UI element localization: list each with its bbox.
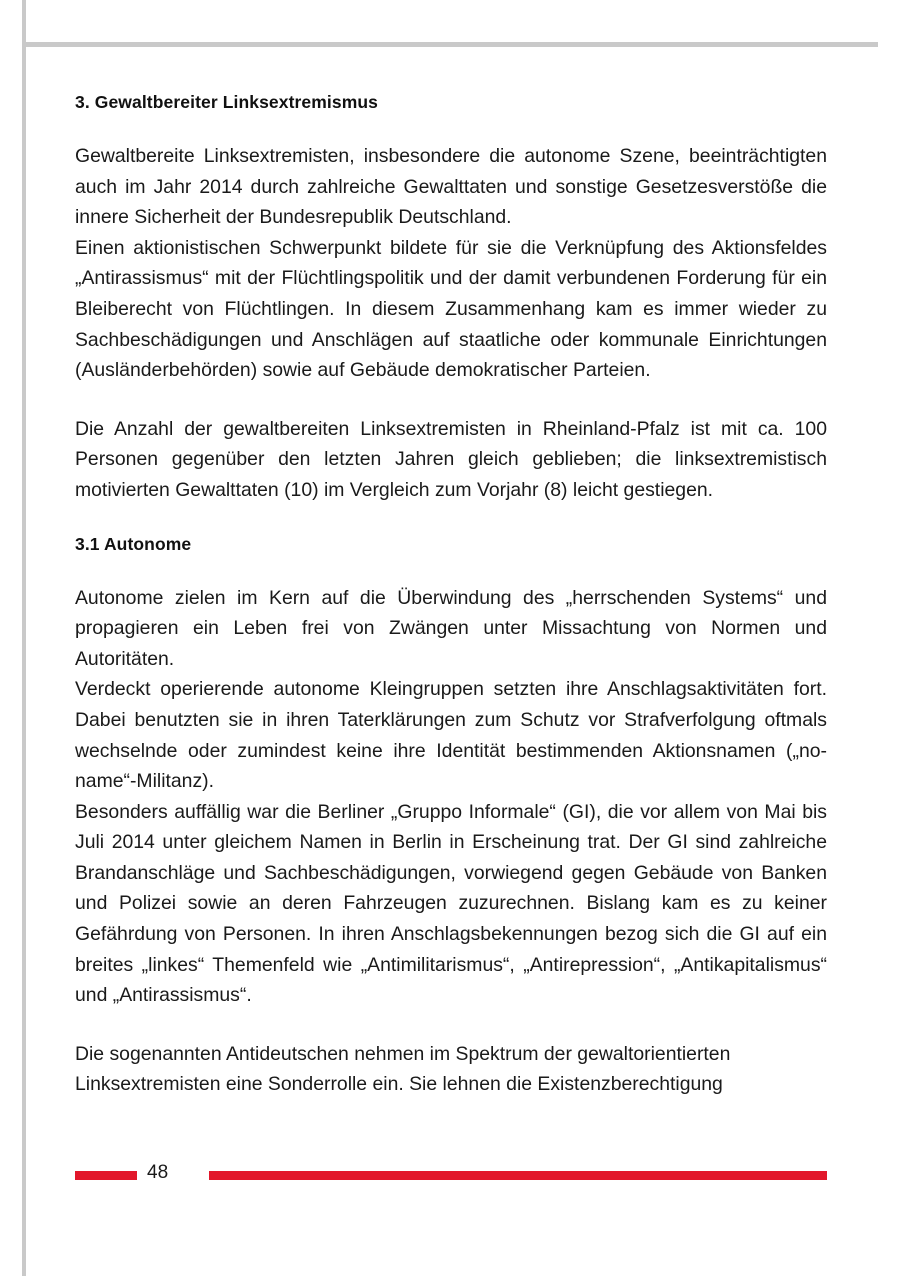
paragraph-statistics: Die Anzahl der gewaltbereiten Linksextremisten in Rheinland-Pfalz ist mit ca. 100 Personen gegenüber den letzten Jahren gleich geblieben; die linksextremistisch motivierten Gewalttaten (10) im Vergleich zum Vorjahr (8) leicht gestiegen. [75,417,827,501]
paragraph-antideutsche: Die sogenannten Antideutschen nehmen im Spektrum der gewaltorientierten Linksextremisten eine Sonderrolle ein. Sie lehnen die Existenzberechtigung [75,1042,731,1096]
footer-rule-left [75,1171,137,1180]
page-number: 48 [147,1162,169,1183]
paragraph-intro-2: Einen aktionistischen Schwerpunkt bildete für sie die Verknüpfung des Aktionsfeldes „Antirassismus“ mit der Flüchtlingspolitik und der damit verbundenen Forderung für ein Bleiberecht von Flüchtlingen. In diesem Zusammenhang kam es immer wieder zu Sachbeschädigungen und Anschlägen auf staatliche oder kommunale Einrichtungen (Ausländerbehörden) sowie auf Gebäude demokratischer Parteien. [75,236,827,382]
spacer [75,506,827,534]
paragraph-autonome-1: Autonome zielen im Kern auf die Überwindung des „herrschenden Systems“ und propagieren ein Leben frei von Zwängen unter Missachtung von Normen und Autoritäten. [75,586,827,670]
spacer [75,555,827,583]
page-footer [75,1162,827,1183]
spacer [75,386,827,414]
spacer [75,113,827,141]
page-content [75,92,827,1100]
paragraph-autonome-3: Besonders auffällig war die Berliner „Gruppo Informale“ (GI), die vor allem von Mai bis Juli 2014 unter gleichem Namen in Berlin in Erscheinung trat. Der GI sind zahlreiche Brandanschläge und Sachbeschädigungen, vorwiegend gegen Gebäude von Banken und Polizei sowie an deren Fahrzeugen zuzurechnen. Bislang kam es zu keiner Gefährdung von Personen. In ihren Anschlagsbekennungen bezog sich die GI auf ein breites „linkes“ Themenfeld wie „Antimilitarismus“, „Antirepression“, „Antikapitalismus“ und „Antirassismus“. [75,800,827,1007]
paragraph-intro-1: Gewaltbereite Linksextremisten, insbesondere die autonome Szene, beeinträchtigten auch im Jahr 2014 durch zahlreiche Gewalttaten und sonstige Gesetzesverstöße die innere Sicherheit der Bundesrepublik Deutschland. [75,145,827,229]
footer-rule-right [209,1171,827,1180]
section-heading-3: 3. Gewaltbereiter Linksextremismus [75,92,378,112]
top-margin-rule [22,42,878,47]
paragraph-autonome-2: Verdeckt operierende autonome Kleingruppen setzten ihre Anschlagsaktivitäten fort. Dabei benutzten sie in ihren Taterklärungen zum Schutz vor Strafverfolgung oftmals wechselnde oder zumindest keine ihre Identität bestimmenden Aktionsnamen („no-name“-Militanz). [75,678,827,793]
section-heading-3-1: 3.1 Autonome [75,533,192,554]
left-margin-rule [22,0,26,1276]
spacer [75,1011,827,1039]
